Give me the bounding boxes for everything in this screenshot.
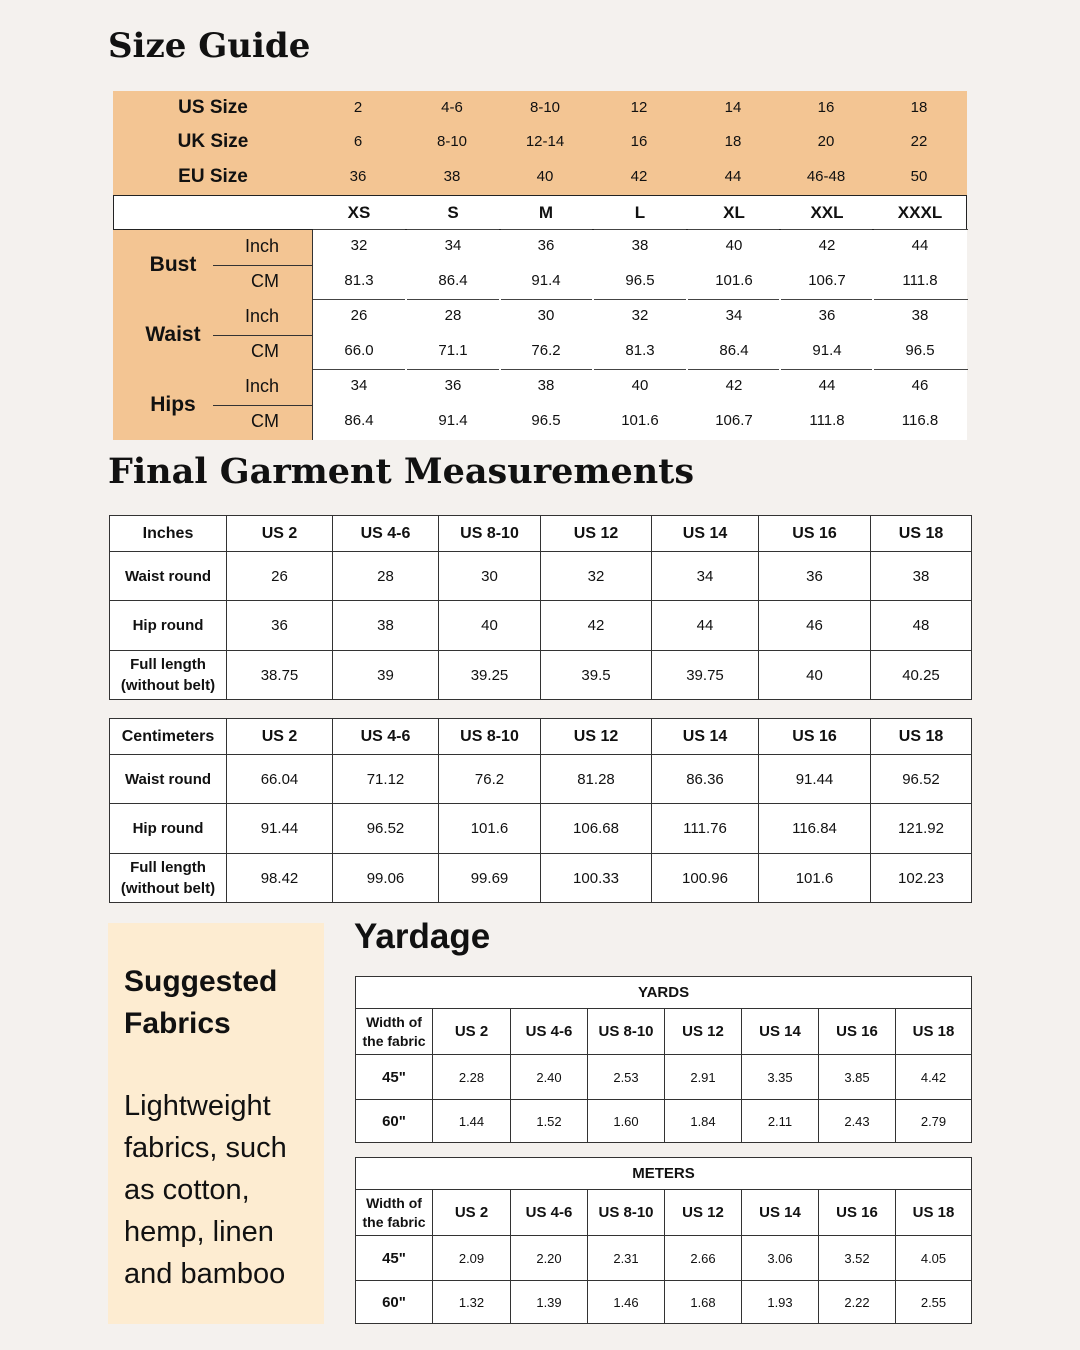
final-measurements-title: Final Garment Measurements [108,451,695,492]
measurement-value: 26 [350,307,368,324]
us-size-value: 4-6 [441,99,463,116]
bust-block [113,230,967,300]
measurement-label-cell [113,300,312,370]
eu-size-value: 46-48 [806,168,846,185]
table-cell: 38.75 [227,651,333,700]
column-header: US 8-10 [439,516,541,552]
corner-header: Width of the fabric [356,1009,433,1055]
table-cell: 26 [227,552,333,601]
measurement-value: 42 [818,237,836,254]
table-cell: 34 [652,552,759,601]
table-cell: 91.44 [759,755,871,804]
measurement-value: 86.4 [438,272,468,289]
us-size-label: US Size [178,97,248,118]
us-size-row [113,91,967,125]
measurement-inch-row [313,230,967,265]
corner-header: Width of the fabric [356,1190,433,1236]
table-cell: 40.25 [871,651,972,700]
table-cell: 2.53 [588,1055,665,1100]
letter-size: L [634,203,646,222]
table-cell: 99.69 [439,854,541,903]
uk-size-label: UK Size [177,131,249,152]
measurement-value: 71.1 [438,342,468,359]
measurement-name: Hips [150,393,196,416]
table-cell: 2.20 [511,1236,588,1281]
measurement-value: 101.6 [715,272,753,289]
table-cell: 39.75 [652,651,759,700]
table-cell: 3.52 [819,1236,896,1281]
table-cell: 1.93 [742,1281,819,1324]
column-header: US 18 [871,516,972,552]
unit-header: Inches [110,516,227,552]
table-header-row [110,719,972,755]
unit-header: Centimeters [110,719,227,755]
unit-header: YARDS [356,977,972,1009]
table-cell: 40 [439,601,541,651]
table-cell: 30 [439,552,541,601]
measurement-value: 111.8 [809,412,845,429]
table-cell: 101.6 [759,854,871,903]
measurement-value: 111.8 [902,272,938,289]
table-cell: 100.96 [652,854,759,903]
table-cell: 39 [333,651,439,700]
measurement-value: 40 [725,237,743,254]
measurement-value: 96.5 [905,342,935,359]
us-size-value: 12 [630,99,648,116]
column-header: US 4-6 [511,1190,588,1236]
unit-row [356,977,972,1009]
table-cell: 2.31 [588,1236,665,1281]
waist-block [113,300,967,370]
table-cell: 32 [541,552,652,601]
measurement-value: 116.8 [901,412,939,429]
row-label: 60" [356,1100,433,1143]
table-cell: 46 [759,601,871,651]
size-conversion-band [113,91,967,195]
unit-cm-label: CM [251,411,279,431]
measurement-value: 38 [537,377,555,394]
table-row [356,1281,972,1324]
uk-size-value: 8-10 [436,133,468,150]
letter-size: XS [347,203,371,222]
table-cell: 81.28 [541,755,652,804]
table-cell: 116.84 [759,804,871,854]
table-cell: 2.40 [511,1055,588,1100]
table-cell: 2.55 [896,1281,972,1324]
measurement-value: 34 [350,377,368,394]
final-centimeters-table [109,718,972,903]
table-cell: 121.92 [871,804,972,854]
letter-size: M [538,203,554,222]
table-cell: 1.46 [588,1281,665,1324]
letter-size: XL [723,203,745,222]
us-size-value: 8-10 [529,99,561,116]
table-cell: 2.28 [433,1055,511,1100]
row-label: Waist round [110,755,227,804]
measurement-value: 81.3 [625,342,655,359]
unit-row [356,1158,972,1190]
measurement-inch-row [313,300,967,335]
column-header: US 2 [433,1190,511,1236]
column-header: US 16 [759,719,871,755]
measurement-value: 40 [631,377,649,394]
letter-size: XXXL [897,203,943,222]
table-cell: 76.2 [439,755,541,804]
table-cell: 86.36 [652,755,759,804]
column-header: US 12 [541,516,652,552]
table-cell: 2.66 [665,1236,742,1281]
letter-size: XXL [810,203,844,222]
measurement-value: 36 [537,237,555,254]
table-row [110,601,972,651]
table-cell: 96.52 [871,755,972,804]
measurement-value: 91.4 [438,412,468,429]
row-label: Full length (without belt) [110,854,227,903]
table-header-row [356,1190,972,1236]
eu-size-label: EU Size [178,166,248,187]
table-cell: 100.33 [541,854,652,903]
table-cell: 48 [871,601,972,651]
column-header: US 12 [541,719,652,755]
measurement-values [312,370,967,440]
table-cell: 1.68 [665,1281,742,1324]
table-cell: 42 [541,601,652,651]
table-cell: 4.42 [896,1055,972,1100]
measurement-values [312,230,967,300]
table-cell: 4.05 [896,1236,972,1281]
eu-size-value: 50 [910,168,928,185]
measurement-value: 44 [911,237,929,254]
column-header: US 16 [819,1190,896,1236]
table-cell: 39.25 [439,651,541,700]
unit-inch-label: Inch [244,376,279,396]
table-cell: 99.06 [333,854,439,903]
table-row [356,1236,972,1281]
measurement-value: 96.5 [531,412,561,429]
table-cell: 91.44 [227,804,333,854]
table-cell: 36 [227,601,333,651]
table-cell: 98.42 [227,854,333,903]
suggested-fabrics-text: Lightweight fabrics, such as cotton, hemp, linen and bamboo [124,1090,287,1290]
table-cell: 1.32 [433,1281,511,1324]
row-label: Full length (without belt) [110,651,227,700]
table-cell: 1.39 [511,1281,588,1324]
measurement-value: 34 [444,237,462,254]
column-header: US 18 [896,1190,972,1236]
eu-size-row [113,160,967,194]
measurement-name: Waist [145,323,201,346]
row-label: Waist round [110,552,227,601]
table-cell: 36 [759,552,871,601]
table-header-row [110,516,972,552]
measurement-value: 42 [725,377,743,394]
table-cell: 39.5 [541,651,652,700]
measurement-value: 38 [911,307,929,324]
eu-size-value: 42 [630,168,648,185]
table-cell: 2.09 [433,1236,511,1281]
measurement-value: 81.3 [344,272,374,289]
table-cell: 3.85 [819,1055,896,1100]
column-header: US 16 [819,1009,896,1055]
column-header: US 14 [652,516,759,552]
table-row [356,1100,972,1143]
column-header: US 2 [433,1009,511,1055]
table-cell: 71.12 [333,755,439,804]
column-header: US 12 [665,1190,742,1236]
column-header: US 4-6 [511,1009,588,1055]
table-row [110,804,972,854]
yardage-meters-table [355,1157,972,1324]
final-inches-table [109,515,972,700]
measurement-value: 28 [444,307,462,324]
uk-size-value: 22 [910,133,928,150]
unit-inch-label: Inch [244,236,279,256]
measurement-value: 96.5 [625,272,655,289]
suggested-fabrics-panel [108,923,324,1324]
column-header: US 14 [652,719,759,755]
column-header: US 8-10 [588,1190,665,1236]
measurement-value: 66.0 [344,342,374,359]
measurement-cm-row [313,265,967,300]
row-label: Hip round [110,601,227,651]
table-cell: 2.11 [742,1100,819,1143]
uk-size-value: 16 [630,133,648,150]
row-label: 45" [356,1055,433,1100]
letter-size: S [447,203,459,222]
table-cell: 3.06 [742,1236,819,1281]
unit-header: METERS [356,1158,972,1190]
table-row [356,1055,972,1100]
measurement-value: 76.2 [531,342,561,359]
us-size-value: 2 [353,99,363,116]
measurement-value: 86.4 [719,342,749,359]
unit-inch-label: Inch [244,306,279,326]
column-header: US 8-10 [588,1009,665,1055]
measurement-values [312,300,967,370]
uk-size-value: 6 [353,133,363,150]
column-header: US 14 [742,1190,819,1236]
measurement-value: 32 [350,237,368,254]
table-cell: 66.04 [227,755,333,804]
measurement-value: 101.6 [621,412,659,429]
table-cell: 111.76 [652,804,759,854]
table-cell: 102.23 [871,854,972,903]
table-cell: 1.52 [511,1100,588,1143]
unit-cm-label: CM [251,341,279,361]
measurement-label-cell [113,370,312,440]
us-size-value: 18 [910,99,928,116]
column-header: US 18 [896,1009,972,1055]
measurement-value: 44 [818,377,836,394]
column-header: US 2 [227,719,333,755]
measurement-value: 38 [631,237,649,254]
eu-size-value: 38 [443,168,461,185]
row-label: Hip round [110,804,227,854]
measurement-name: Bust [149,253,197,276]
letter-size-row [113,195,967,230]
measurement-label-cell [113,230,312,300]
table-cell: 1.84 [665,1100,742,1143]
table-cell: 1.44 [433,1100,511,1143]
hips-block [113,370,967,440]
measurement-value: 32 [631,307,649,324]
measurement-value: 36 [818,307,836,324]
table-cell: 3.35 [742,1055,819,1100]
measurement-value: 30 [537,307,555,324]
row-label: 60" [356,1281,433,1324]
uk-size-value: 18 [724,133,742,150]
measurement-value: 106.7 [808,272,846,289]
table-cell: 2.91 [665,1055,742,1100]
measurement-value: 34 [725,307,743,324]
table-cell: 106.68 [541,804,652,854]
table-header-row [356,1009,972,1055]
measurement-value: 46 [911,377,929,394]
table-cell: 96.52 [333,804,439,854]
table-row [110,552,972,601]
yardage-title: Yardage [354,917,491,956]
column-header: US 16 [759,516,871,552]
size-guide-title: Size Guide [108,26,311,66]
eu-size-value: 40 [536,168,554,185]
measurement-value: 91.4 [531,272,561,289]
measurement-value: 36 [444,377,462,394]
table-cell: 2.22 [819,1281,896,1324]
table-cell: 2.79 [896,1100,972,1143]
us-size-value: 16 [817,99,835,116]
column-header: US 12 [665,1009,742,1055]
table-cell: 101.6 [439,804,541,854]
measurement-value: 86.4 [344,412,374,429]
row-label: 45" [356,1236,433,1281]
table-cell: 28 [333,552,439,601]
column-header: US 2 [227,516,333,552]
table-cell: 44 [652,601,759,651]
measurement-value: 91.4 [812,342,842,359]
eu-size-value: 44 [724,168,742,185]
suggested-fabrics-title: Suggested Fabrics [124,965,278,1040]
table-cell: 40 [759,651,871,700]
column-header: US 4-6 [333,719,439,755]
uk-size-value: 20 [817,133,835,150]
unit-cm-label: CM [251,271,279,291]
yardage-yards-table [355,976,972,1143]
measurement-cm-row [313,335,967,370]
table-cell: 2.43 [819,1100,896,1143]
column-header: US 4-6 [333,516,439,552]
measurement-cm-row [313,405,967,440]
us-size-value: 14 [724,99,742,116]
uk-size-value: 12-14 [525,133,565,150]
column-header: US 18 [871,719,972,755]
column-header: US 8-10 [439,719,541,755]
table-cell: 38 [871,552,972,601]
table-row [110,755,972,804]
column-header: US 14 [742,1009,819,1055]
uk-size-row [113,125,967,159]
measurement-inch-row [313,370,967,405]
table-cell: 38 [333,601,439,651]
table-row [110,651,972,700]
measurement-value: 106.7 [715,412,753,429]
table-cell: 1.60 [588,1100,665,1143]
eu-size-value: 36 [349,168,367,185]
table-row [110,854,972,903]
